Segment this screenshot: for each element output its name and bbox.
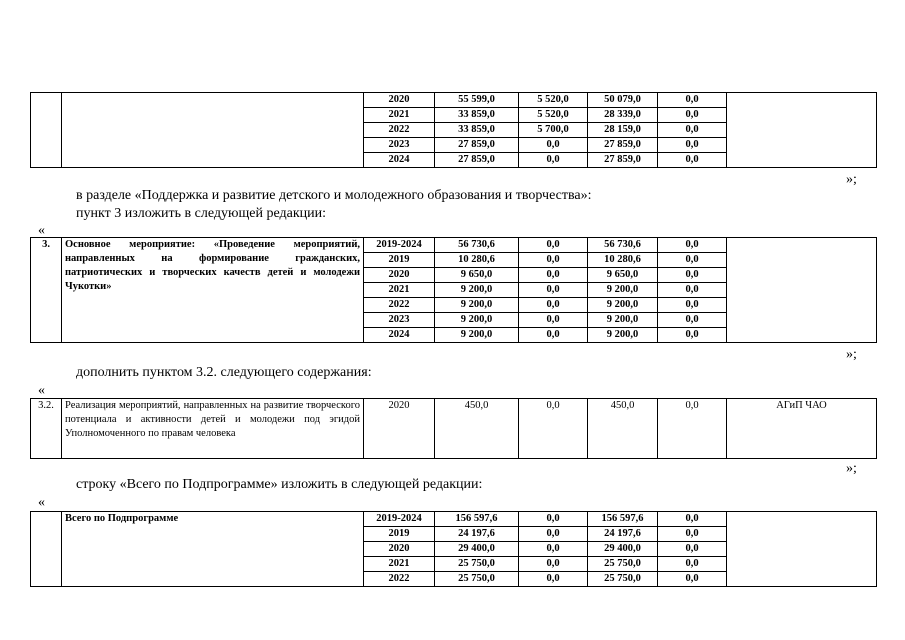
federal-cell: 0,0	[519, 527, 588, 542]
other-cell: 0,0	[658, 557, 727, 572]
federal-cell: 0,0	[519, 138, 588, 153]
name-cell: Реализация мероприятий, направленных на развитие творческого потенциала и активности детей и молодежи под эгидой Уполномоченного по правам человека	[62, 399, 364, 459]
regional-cell: 10 280,6	[588, 253, 658, 268]
other-cell: 0,0	[658, 138, 727, 153]
year-cell: 2024	[364, 328, 435, 343]
other-cell: 0,0	[658, 542, 727, 557]
open-quote: «	[38, 495, 45, 510]
table-2	[30, 237, 877, 343]
table-4-body	[31, 512, 877, 587]
other-cell: 0,0	[658, 328, 727, 343]
executor-cell	[727, 238, 877, 343]
regional-cell: 28 339,0	[588, 108, 658, 123]
regional-cell: 450,0	[588, 399, 658, 459]
year-cell: 2020	[364, 93, 435, 108]
year-cell: 2021	[364, 283, 435, 298]
year-cell: 2023	[364, 313, 435, 328]
table-row	[31, 238, 877, 253]
paragraph-section: в разделе «Поддержка и развитие детского и молодежного образования и творчества»:	[76, 188, 592, 203]
num-cell: 3.2.	[31, 399, 62, 459]
regional-cell: 9 200,0	[588, 298, 658, 313]
total-cell: 450,0	[435, 399, 519, 459]
total-cell: 29 400,0	[435, 542, 519, 557]
other-cell: 0,0	[658, 153, 727, 168]
paragraph-total-row: строку «Всего по Подпрограмме» изложить в следующей редакции:	[76, 477, 483, 492]
year-cell: 2024	[364, 153, 435, 168]
table-row	[31, 93, 877, 108]
other-cell: 0,0	[658, 572, 727, 587]
year-cell: 2019-2024	[364, 238, 435, 253]
table-3	[30, 398, 877, 459]
table-2-body	[31, 238, 877, 343]
regional-cell: 27 859,0	[588, 153, 658, 168]
total-cell: 27 859,0	[435, 153, 519, 168]
end-quote: »;	[846, 172, 857, 187]
total-cell: 9 200,0	[435, 328, 519, 343]
other-cell: 0,0	[658, 313, 727, 328]
year-cell: 2021	[364, 108, 435, 123]
name-cell: Всего по Подпрограмме	[62, 512, 364, 587]
other-cell: 0,0	[658, 399, 727, 459]
year-cell: 2020	[364, 399, 435, 459]
table-1	[30, 92, 877, 168]
regional-cell: 56 730,6	[588, 238, 658, 253]
total-cell: 33 859,0	[435, 108, 519, 123]
total-cell: 55 599,0	[435, 93, 519, 108]
year-cell: 2019	[364, 527, 435, 542]
total-cell: 10 280,6	[435, 253, 519, 268]
federal-cell: 0,0	[519, 313, 588, 328]
other-cell: 0,0	[658, 123, 727, 138]
other-cell: 0,0	[658, 268, 727, 283]
other-cell: 0,0	[658, 527, 727, 542]
federal-cell: 0,0	[519, 557, 588, 572]
paragraph-point-3: пункт 3 изложить в следующей редакции:	[76, 206, 326, 221]
federal-cell: 0,0	[519, 238, 588, 253]
regional-cell: 28 159,0	[588, 123, 658, 138]
year-cell: 2019	[364, 253, 435, 268]
paragraph-point-3-2: дополнить пунктом 3.2. следующего содержания:	[76, 365, 372, 380]
total-cell: 9 650,0	[435, 268, 519, 283]
other-cell: 0,0	[658, 298, 727, 313]
total-cell: 33 859,0	[435, 123, 519, 138]
num-cell	[31, 93, 62, 168]
other-cell: 0,0	[658, 238, 727, 253]
regional-cell: 27 859,0	[588, 138, 658, 153]
regional-cell: 24 197,6	[588, 527, 658, 542]
federal-cell: 0,0	[519, 298, 588, 313]
federal-cell: 5 520,0	[519, 93, 588, 108]
federal-cell: 0,0	[519, 328, 588, 343]
federal-cell: 0,0	[519, 253, 588, 268]
federal-cell: 0,0	[519, 153, 588, 168]
executor-cell: АГиП ЧАО	[727, 399, 877, 459]
year-cell: 2020	[364, 268, 435, 283]
total-cell: 9 200,0	[435, 283, 519, 298]
federal-cell: 5 700,0	[519, 123, 588, 138]
federal-cell: 0,0	[519, 542, 588, 557]
num-cell	[31, 512, 62, 587]
total-cell: 9 200,0	[435, 298, 519, 313]
other-cell: 0,0	[658, 253, 727, 268]
other-cell: 0,0	[658, 108, 727, 123]
total-cell: 27 859,0	[435, 138, 519, 153]
regional-cell: 156 597,6	[588, 512, 658, 527]
regional-cell: 9 200,0	[588, 328, 658, 343]
open-quote: «	[38, 383, 45, 398]
year-cell: 2019-2024	[364, 512, 435, 527]
table-3-body	[31, 399, 877, 459]
open-quote: «	[38, 223, 45, 238]
num-cell: 3.	[31, 238, 62, 343]
year-cell: 2020	[364, 542, 435, 557]
federal-cell: 0,0	[519, 268, 588, 283]
table-4	[30, 511, 877, 587]
federal-cell: 0,0	[519, 399, 588, 459]
regional-cell: 9 200,0	[588, 313, 658, 328]
total-cell: 24 197,6	[435, 527, 519, 542]
regional-cell: 50 079,0	[588, 93, 658, 108]
end-quote: »;	[846, 461, 857, 476]
regional-cell: 9 650,0	[588, 268, 658, 283]
regional-cell: 25 750,0	[588, 557, 658, 572]
total-cell: 56 730,6	[435, 238, 519, 253]
total-cell: 156 597,6	[435, 512, 519, 527]
other-cell: 0,0	[658, 512, 727, 527]
total-cell: 25 750,0	[435, 572, 519, 587]
federal-cell: 0,0	[519, 572, 588, 587]
year-cell: 2022	[364, 123, 435, 138]
federal-cell: 0,0	[519, 283, 588, 298]
total-cell: 9 200,0	[435, 313, 519, 328]
regional-cell: 25 750,0	[588, 572, 658, 587]
total-cell: 25 750,0	[435, 557, 519, 572]
other-cell: 0,0	[658, 93, 727, 108]
year-cell: 2023	[364, 138, 435, 153]
federal-cell: 0,0	[519, 512, 588, 527]
year-cell: 2022	[364, 572, 435, 587]
name-cell: Основное мероприятие: «Проведение мероприятий, направленных на формирование гражданских, патриотических и творческих качеств детей и молодежи Чукотки»	[62, 238, 364, 343]
year-cell: 2021	[364, 557, 435, 572]
executor-cell	[727, 93, 877, 168]
end-quote: »;	[846, 347, 857, 362]
federal-cell: 5 520,0	[519, 108, 588, 123]
year-cell: 2022	[364, 298, 435, 313]
regional-cell: 29 400,0	[588, 542, 658, 557]
executor-cell	[727, 512, 877, 587]
other-cell: 0,0	[658, 283, 727, 298]
table-1-body	[31, 93, 877, 168]
table-row	[31, 512, 877, 527]
regional-cell: 9 200,0	[588, 283, 658, 298]
name-cell	[62, 93, 364, 168]
table-row	[31, 399, 877, 459]
